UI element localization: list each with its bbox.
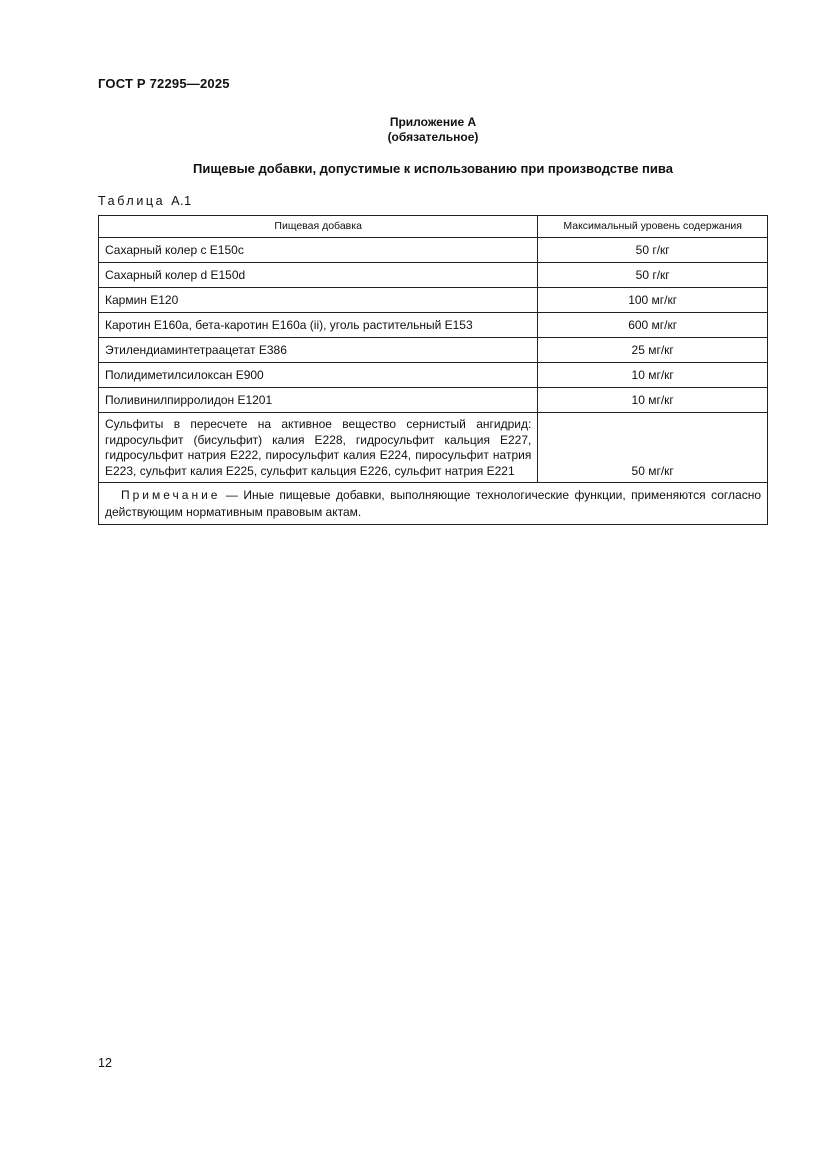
additive-name: Этилендиаминтетраацетат Е386: [99, 338, 538, 363]
table-row: [99, 288, 768, 313]
note-label: Примечание: [121, 488, 221, 502]
table-caption-number: А.1: [171, 194, 192, 208]
max-level: 100 мг/кг: [538, 288, 768, 313]
table-row: [99, 388, 768, 413]
document-code: ГОСТ Р 72295—2025: [98, 76, 230, 91]
additive-name: Каротин Е160а, бета-каротин Е160а (ii), уголь растительный Е153: [99, 313, 538, 338]
table-row: [99, 338, 768, 363]
section-title: Пищевые добавки, допустимые к использованию при производстве пива: [193, 161, 673, 176]
table-row: [99, 263, 768, 288]
additive-name: Полидиметилсилоксан Е900: [99, 363, 538, 388]
max-level: 25 мг/кг: [538, 338, 768, 363]
additive-name: Кармин Е120: [99, 288, 538, 313]
column-header-additive: Пищевая добавка: [99, 216, 538, 238]
additive-name: Сахарный колер с Е150с: [99, 238, 538, 263]
table-note: [99, 483, 768, 525]
annex-heading: [98, 115, 768, 145]
additive-name: Сульфиты в пересчете на активное вещество сернистый ангидрид: гидросульфит (бисульфит) калия Е228, гидросульфит кальция Е227, гидросульфит натрия Е222, пиросульфит калия Е224, пиросульфит натрия Е223, сульфит калия Е225, сульфит кальция Е226, сульфит натрия Е221: [99, 413, 538, 483]
table-row: [99, 413, 768, 483]
additives-table: [98, 215, 768, 525]
max-level: 600 мг/кг: [538, 313, 768, 338]
table-caption: [98, 194, 192, 208]
additive-name: Поливинилпирролидон Е1201: [99, 388, 538, 413]
max-level: 10 мг/кг: [538, 388, 768, 413]
table-note-row: [99, 483, 768, 525]
max-level: 10 мг/кг: [538, 363, 768, 388]
annex-title: Приложение А: [389, 115, 477, 129]
column-header-max-level: Максимальный уровень содержания: [538, 216, 768, 238]
page-number: 12: [98, 1056, 112, 1070]
table-row: [99, 363, 768, 388]
table-caption-word: Таблица: [98, 194, 166, 208]
note-text: — Иные пищевые добавки, выполняющие технологические функции, применяются согласно действующим нормативным правовым актам.: [105, 488, 761, 519]
annex-status: (обязательное): [387, 130, 479, 144]
additive-name: Сахарный колер d Е150d: [99, 263, 538, 288]
table-row: [99, 313, 768, 338]
max-level: 50 мг/кг: [538, 413, 768, 483]
max-level: 50 г/кг: [538, 263, 768, 288]
table-row: [99, 238, 768, 263]
table-header-row: [99, 216, 768, 238]
max-level: 50 г/кг: [538, 238, 768, 263]
